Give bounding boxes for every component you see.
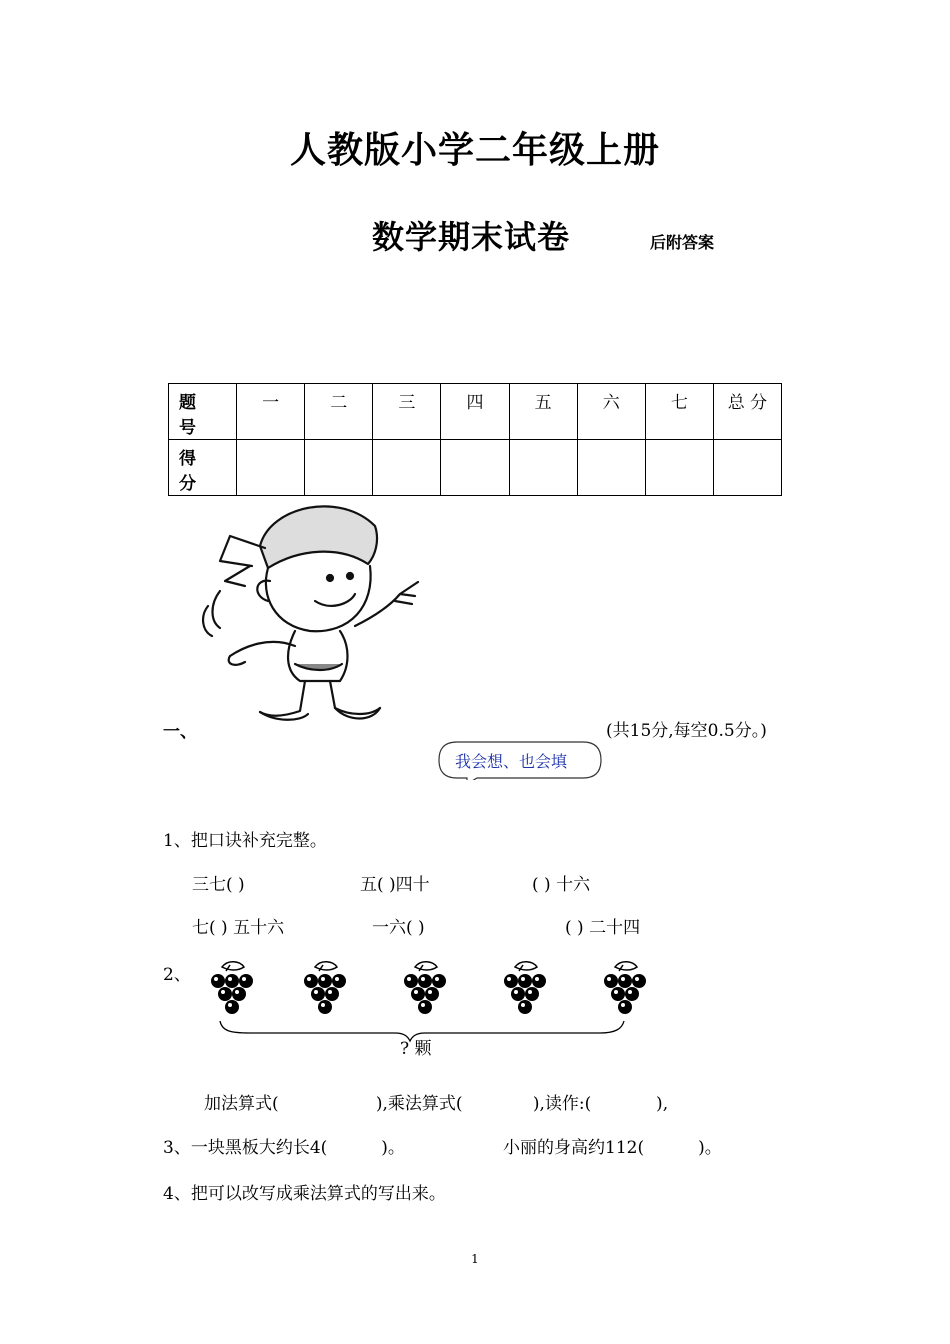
grape-icon <box>504 962 546 1014</box>
grape-icon <box>604 962 646 1014</box>
table-cell: 总 分 <box>713 384 781 440</box>
question-1-prompt: 1、把口诀补充完整。 <box>163 831 327 851</box>
brace-label: ? 颗 <box>400 1039 432 1059</box>
score-field[interactable] <box>441 440 509 496</box>
grape-icon <box>404 962 446 1014</box>
page-subtitle: 数学期末试卷 <box>372 218 571 256</box>
q1-blank[interactable]: 七( ) 五十六 <box>192 918 285 938</box>
question-2-label: 2、 <box>163 965 191 985</box>
speech-bubble-text: 我会想、也会填 <box>455 752 568 771</box>
question-4-prompt: 4、把可以改写成乘法算式的写出来。 <box>163 1184 446 1204</box>
q1-blank[interactable]: 三七( ) <box>192 875 245 895</box>
score-field[interactable] <box>509 440 577 496</box>
score-field[interactable] <box>645 440 713 496</box>
question-3-part2[interactable]: 小丽的身高约112( )。 <box>503 1138 722 1158</box>
score-table <box>168 383 782 496</box>
table-cell: 一 <box>237 384 305 440</box>
table-cell: 六 <box>577 384 645 440</box>
q1-blank[interactable]: 五( )四十 <box>360 875 430 895</box>
page-title: 人教版小学二年级上册 <box>289 130 660 171</box>
table-cell: 四 <box>441 384 509 440</box>
table-cell: 二 <box>305 384 373 440</box>
question-3-part1[interactable]: 3、一块黑板大约长4( )。 <box>163 1138 405 1158</box>
cartoon-boy-illustration <box>190 486 430 726</box>
table-cell: 题 号 <box>169 384 237 440</box>
table-cell: 得 分 <box>169 440 237 496</box>
page-number: 1 <box>471 1252 479 1266</box>
section-number: 一、 <box>163 722 197 742</box>
q1-blank[interactable]: ( ) 二十四 <box>565 918 641 938</box>
table-cell: 七 <box>645 384 713 440</box>
score-table-header-row <box>169 384 782 440</box>
answer-note: 后附答案 <box>650 233 715 252</box>
q1-blank[interactable]: 一六( ) <box>372 918 425 938</box>
section-score-note: (共15分,每空0.5分。) <box>606 721 767 741</box>
table-cell: 三 <box>373 384 441 440</box>
score-field[interactable] <box>713 440 781 496</box>
question-2-fill[interactable]: 加法算式( ),乘法算式( ),读作:( ), <box>204 1094 669 1114</box>
q1-blank[interactable]: ( ) 十六 <box>532 875 591 895</box>
grape-icon <box>304 962 346 1014</box>
score-field[interactable] <box>577 440 645 496</box>
table-cell: 五 <box>509 384 577 440</box>
grape-icon <box>211 962 253 1014</box>
